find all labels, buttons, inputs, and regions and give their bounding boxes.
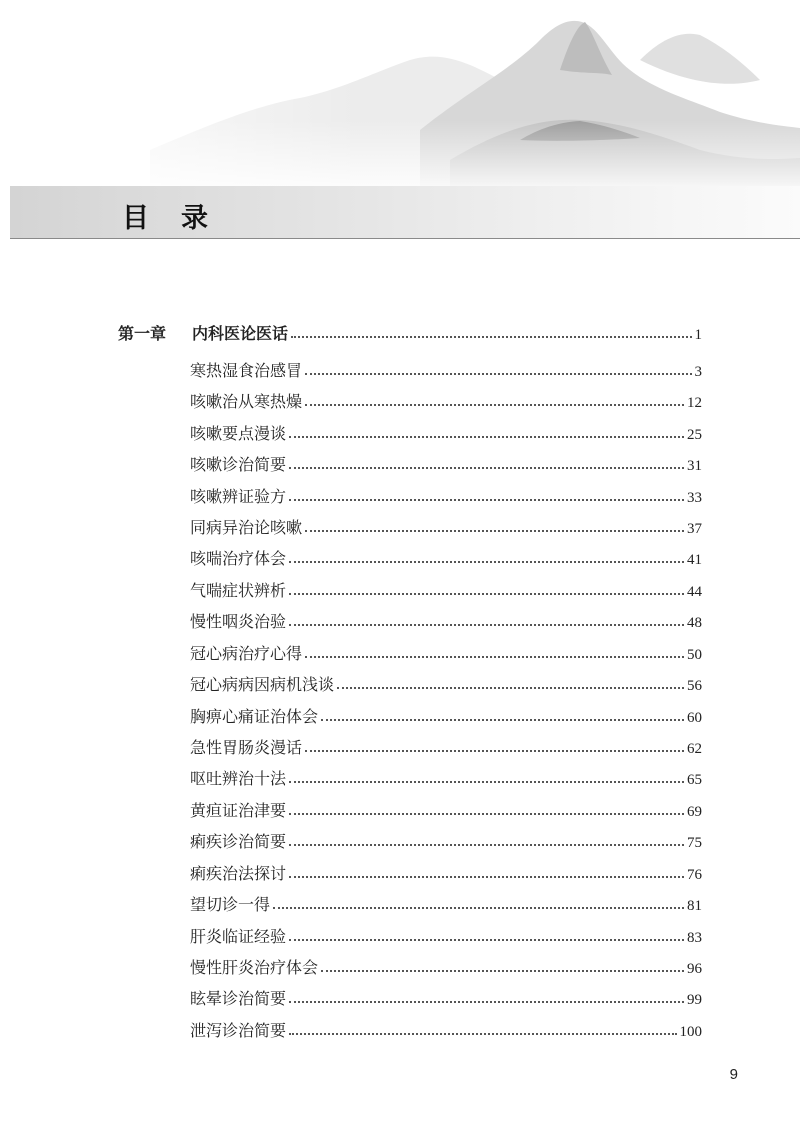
entry-title: 肝炎临证经验: [190, 927, 287, 946]
dot-leader: [289, 1001, 684, 1003]
entry-title: 气喘症状辨析: [190, 581, 287, 600]
page-number: 75: [687, 835, 702, 851]
page-number: 96: [687, 961, 702, 977]
dot-leader: [289, 593, 684, 595]
dot-leader: [321, 719, 684, 721]
page-number: 76: [687, 867, 702, 883]
dot-leader: [289, 939, 684, 941]
dot-leader: [289, 624, 684, 626]
page-number: 65: [687, 772, 702, 788]
dot-leader: [305, 750, 684, 752]
dot-leader: [289, 813, 684, 815]
page-number: 100: [679, 1024, 702, 1040]
page-number: 41: [687, 552, 702, 568]
toc-entry[interactable]: [190, 674, 702, 696]
dot-leader: [289, 436, 684, 438]
toc-entry[interactable]: [190, 768, 702, 790]
toc-entry[interactable]: [190, 957, 702, 979]
entry-title: 寒热湿食治感冒: [190, 361, 303, 380]
page-number: 44: [687, 584, 702, 600]
toc-entry[interactable]: [190, 517, 702, 539]
toc-entry[interactable]: [190, 391, 702, 413]
page-number: 99: [687, 992, 702, 1008]
dot-leader: [305, 404, 684, 406]
entry-title: 咳喘治疗体会: [190, 549, 287, 568]
page-number: 50: [687, 647, 702, 663]
entry-title: 呕吐辨治十法: [190, 769, 287, 788]
page-number: 69: [687, 804, 702, 820]
toc-entry[interactable]: [190, 611, 702, 633]
toc-entry[interactable]: [190, 1020, 702, 1042]
toc-entry[interactable]: [190, 580, 702, 602]
toc-entry[interactable]: [190, 706, 702, 728]
entry-title: 痢疾治法探讨: [190, 864, 287, 883]
toc-entry[interactable]: [190, 831, 702, 853]
page-number: 83: [687, 930, 702, 946]
page-number: 12: [687, 395, 702, 411]
page-number: 48: [687, 615, 702, 631]
dot-leader: [305, 656, 684, 658]
dot-leader: [289, 876, 684, 878]
entry-title: 急性胃肠炎漫话: [190, 738, 303, 757]
entry-title: 咳嗽治从寒热燥: [190, 392, 303, 411]
dot-leader: [291, 336, 691, 338]
toc-entry[interactable]: [190, 423, 702, 445]
page-number: 25: [687, 427, 702, 443]
page-title: 目录: [122, 203, 240, 234]
dot-leader: [337, 687, 684, 689]
chapter-number: 第一章: [118, 324, 167, 343]
entry-title: 咳嗽要点漫谈: [190, 424, 287, 443]
dot-leader: [289, 781, 684, 783]
toc-chapter-row[interactable]: [118, 323, 702, 345]
entry-title: 黄疸证治津要: [190, 801, 287, 820]
dot-leader: [289, 499, 684, 501]
page-number: 56: [687, 678, 702, 694]
entry-title: 胸痹心痛证治体会: [190, 707, 319, 726]
dot-leader: [321, 970, 684, 972]
toc-entry[interactable]: [190, 863, 702, 885]
page-number: 37: [687, 521, 702, 537]
toc-entry[interactable]: [190, 737, 702, 759]
page-number: 62: [687, 741, 702, 757]
entry-title: 冠心病治疗心得: [190, 644, 303, 663]
toc-entry[interactable]: [190, 643, 702, 665]
entry-title: 泄泻诊治简要: [190, 1021, 287, 1040]
toc-entry[interactable]: [190, 926, 702, 948]
page-number: 81: [687, 898, 702, 914]
page-number: 60: [687, 710, 702, 726]
toc-entry[interactable]: [190, 894, 702, 916]
entry-title: 同病异治论咳嗽: [190, 518, 303, 537]
toc-entry[interactable]: [190, 454, 702, 476]
dot-leader: [289, 844, 684, 846]
entry-title: 慢性咽炎治验: [190, 612, 287, 631]
entry-title: 慢性肝炎治疗体会: [190, 958, 319, 977]
entry-title: 咳嗽辨证验方: [190, 487, 287, 506]
dot-leader: [305, 530, 684, 532]
chapter-title: 内科医论医话: [192, 324, 289, 343]
entry-title: 望切诊一得: [190, 895, 271, 914]
page-number: 33: [687, 490, 702, 506]
dot-leader: [273, 907, 684, 909]
toc-entry[interactable]: [190, 360, 702, 382]
entry-title: 咳嗽诊治简要: [190, 455, 287, 474]
entry-title: 冠心病病因病机浅谈: [190, 675, 335, 694]
page-number: 3: [694, 364, 702, 380]
page-number: 1: [694, 327, 702, 343]
toc-entry[interactable]: [190, 800, 702, 822]
toc-entry[interactable]: [190, 988, 702, 1010]
dot-leader: [305, 373, 691, 375]
dot-leader: [289, 1033, 676, 1035]
dot-leader: [289, 467, 684, 469]
toc-entry[interactable]: [190, 486, 702, 508]
folio-page-number: 9: [729, 1066, 738, 1083]
entry-title: 痢疾诊治简要: [190, 832, 287, 851]
toc-entry[interactable]: [190, 548, 702, 570]
dot-leader: [289, 561, 684, 563]
entry-title: 眩晕诊治简要: [190, 989, 287, 1008]
page-number: 31: [687, 458, 702, 474]
